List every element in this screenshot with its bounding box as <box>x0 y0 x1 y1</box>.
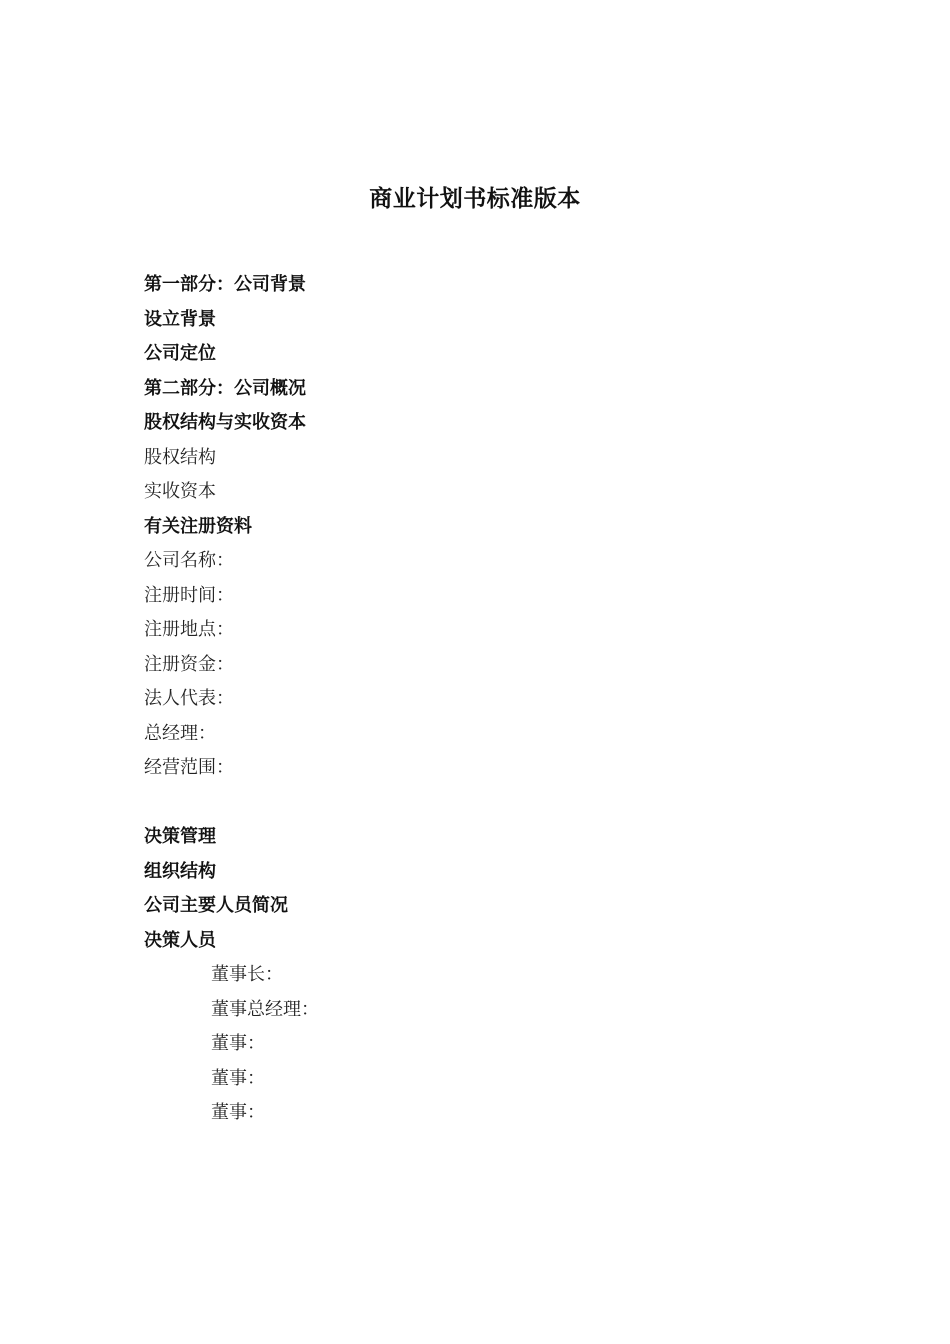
section-registration: 有关注册资料 <box>144 515 252 537</box>
section-org-structure: 组织结构 <box>144 860 216 882</box>
document-title: 商业计划书标准版本 <box>369 185 581 212</box>
role-chairman: 董事长： <box>211 964 283 985</box>
section-decision-makers: 决策人员 <box>144 929 216 951</box>
section-equity-capital: 股权结构与实收资本 <box>144 412 306 433</box>
part1-heading: 第一部分：公司背景 <box>144 274 306 295</box>
blank-line <box>144 786 844 821</box>
section-decision-management: 决策管理 <box>144 826 216 847</box>
registration-field-registered-capital: 注册资金： <box>144 653 234 675</box>
subsection-paid-in-capital: 实收资本 <box>144 481 216 502</box>
section-key-personnel: 公司主要人员简况 <box>144 895 288 916</box>
registration-field-company-name: 公司名称： <box>144 550 234 571</box>
registration-field-legal-representative: 法人代表： <box>144 688 234 709</box>
role-director: 董事： <box>211 1033 265 1054</box>
section-background: 设立背景 <box>144 308 216 330</box>
registration-field-business-scope: 经营范围： <box>144 757 234 778</box>
registration-field-registration-time: 注册时间： <box>144 584 234 606</box>
subsection-equity-structure: 股权结构 <box>144 446 216 468</box>
part2-heading: 第二部分：公司概况 <box>144 377 306 399</box>
role-director: 董事： <box>211 1102 265 1123</box>
registration-field-general-manager: 总经理： <box>144 722 216 744</box>
section-positioning: 公司定位 <box>144 343 216 364</box>
role-director: 董事： <box>211 1067 265 1089</box>
role-managing-director: 董事总经理： <box>211 998 319 1020</box>
registration-field-registration-place: 注册地点： <box>144 619 234 640</box>
document-body <box>144 268 844 1131</box>
